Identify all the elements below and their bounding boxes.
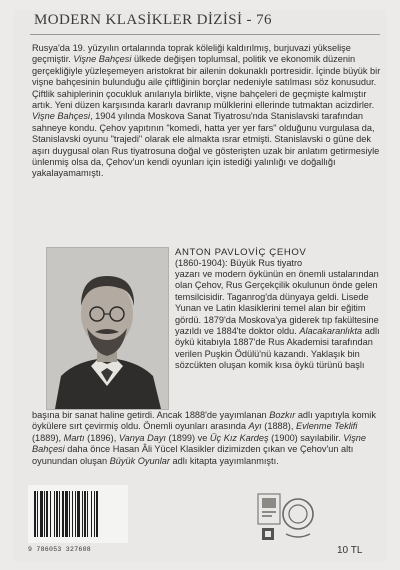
italic-title-text: Ayı	[248, 421, 262, 432]
barcode-bar	[54, 491, 55, 537]
barcode-bar	[82, 491, 83, 537]
bio-side-paragraph	[175, 269, 380, 372]
barcode-bar	[56, 491, 58, 537]
body-text: (1888),	[261, 421, 296, 432]
italic-title-text: Vişne Bahçesi	[32, 111, 91, 122]
author-portrait-icon	[47, 248, 168, 409]
body-text: (1889),	[32, 432, 64, 443]
barcode-bar	[69, 491, 70, 537]
barcode-bar	[34, 491, 36, 537]
price-label: 10 TL	[337, 545, 363, 556]
italic-title-text: Evlenme Teklifi	[295, 421, 358, 432]
barcode-bar	[65, 491, 68, 537]
body-text: daha önce Hasan Âli Yücel Klasikler dizimizden çıkan ve Çehov'un altı oyunundan oluşan	[32, 444, 354, 466]
italic-title-text: Vişne Bahçesi	[32, 432, 367, 455]
barcode	[28, 485, 128, 543]
body-text: , 1904 yılında Moskova Sanat Tiyatrosu'nda Stanislavski tarafından sahneye kondu. Çehov yapıtının "komedi, hatta yer yer fars" olduğunu vurgulasa da, Stanislavski oyunu "trajedi" olarak ele almakta ısrar etmişti. Stanislavski o güne dek aşırı duygusal olan Rus tiyatrosuna doğal ve gösterişten uzak bir anlatım getirmesiyle ünlenmiş olsa da, Çehov'un kendi oyunları için istediği yalınlığı ve doğallığı yakalayamamıştı.	[32, 111, 380, 179]
series-number: 76	[256, 12, 272, 28]
series-title-text: MODERN KLASİKLER DİZİSİ -	[34, 12, 257, 28]
italic-title-text: Büyük Oyunlar	[109, 455, 170, 466]
barcode-bar	[77, 491, 80, 537]
italic-title-text: Üç Kız Kardeş	[209, 432, 269, 443]
body-text: (1900) sayılabilir.	[268, 432, 344, 443]
barcode-bar	[84, 491, 86, 537]
author-heading	[175, 247, 380, 270]
synopsis	[32, 43, 382, 180]
certification-logo	[283, 499, 313, 537]
barcode-bar	[72, 491, 73, 537]
barcode-bar	[94, 491, 95, 537]
barcode-bar	[59, 491, 60, 537]
barcode-icon	[28, 485, 128, 543]
italic-title-text: Vanya Dayı	[118, 432, 166, 443]
barcode-bar	[37, 491, 38, 537]
barcode-bar	[40, 491, 43, 537]
body-text: ülkede değişen toplumsal, politik ve ekonomik düzenin gerçekliğiyle yüzleşemeyen aristokrat bir ailenin dokunaklı portresidir. İçinde büyük bir vişne bahçesinin bulunduğu aile çiftliğinin borçlar nedeniyle satılması söz konusudur. Çiftlik sahiplerinin çocukluk anılarıyla birlikte, vişne bahçeleri de geçmişte kalmıştır artık. Yeni düzen karşısında kararlı davranıp mülklerini ellerinde tutmaktan acizdirler.	[32, 54, 381, 111]
barcode-bar	[50, 491, 51, 537]
barcode-digits: 9 786053 327608	[28, 546, 92, 553]
body-text: adlı kitapta yayımlanmıştı.	[169, 455, 279, 466]
author-years: (1860-1904): Büyük Rus tiyatro	[175, 258, 303, 269]
barcode-bar	[62, 491, 64, 537]
author-portrait-photo	[46, 247, 169, 410]
publisher-logos	[256, 490, 316, 542]
body-text: adlı öykü kitabıyla 1887'de Rus Akademisi tarafından verilen Puşkin Ödülü'nü kazandı. Yaklaşık bin sözcükten oluşan komik kısa öykü türünü başlı	[175, 326, 380, 371]
bio-wide-paragraph	[32, 410, 382, 467]
body-text: (1899) ve	[165, 432, 210, 443]
barcode-bar	[44, 491, 45, 537]
barcode-bar	[46, 491, 48, 537]
series-title	[34, 12, 272, 29]
publisher-logo	[258, 494, 280, 540]
italic-title-text: Alacakaranlıkta	[299, 326, 363, 337]
body-text: yazarı ve modern öykünün en önemli ustalarından olan Çehov, Rus Gerçekçilik okulunun önde gelen temsilcisidir. Taganrog'da dünyaya geldi. Lisede Yunan ve Latin klasiklerini temel alan bir eğitim gördü. 1879'da Moskova'ya giderek tıp fakültesine yazıldı ve 1884'te doktor oldu.	[175, 269, 379, 337]
barcode-bar	[96, 491, 98, 537]
body-text: başına bir sanat haline getirdi. Ancak 1888'de yayımlanan	[32, 410, 270, 420]
italic-title-text: Bozkır	[269, 410, 296, 420]
body-text: adlı yapıtıyla komik öykülere sırt çevirmiş oldu. Önemli oyunları arasında	[32, 410, 376, 432]
synopsis-paragraph	[32, 43, 382, 180]
body-text: (1896),	[84, 432, 119, 443]
author-name: ANTON PAVLOVİÇ ÇEHOV	[175, 247, 307, 258]
title-divider	[30, 34, 380, 35]
barcode-bar	[87, 491, 88, 537]
author-bio-wide	[32, 410, 382, 467]
barcode-bar	[91, 491, 92, 537]
italic-title-text: Vişne Bahçesi	[73, 54, 132, 65]
body-text: Rusya'da 19. yüzyılın ortalarında toprak köleliği kaldırılmış, burjuvazi yükselişe geçmiştir.	[32, 43, 351, 65]
italic-title-text: Martı	[63, 432, 85, 443]
barcode-bar	[75, 491, 76, 537]
author-bio-side	[175, 269, 380, 372]
